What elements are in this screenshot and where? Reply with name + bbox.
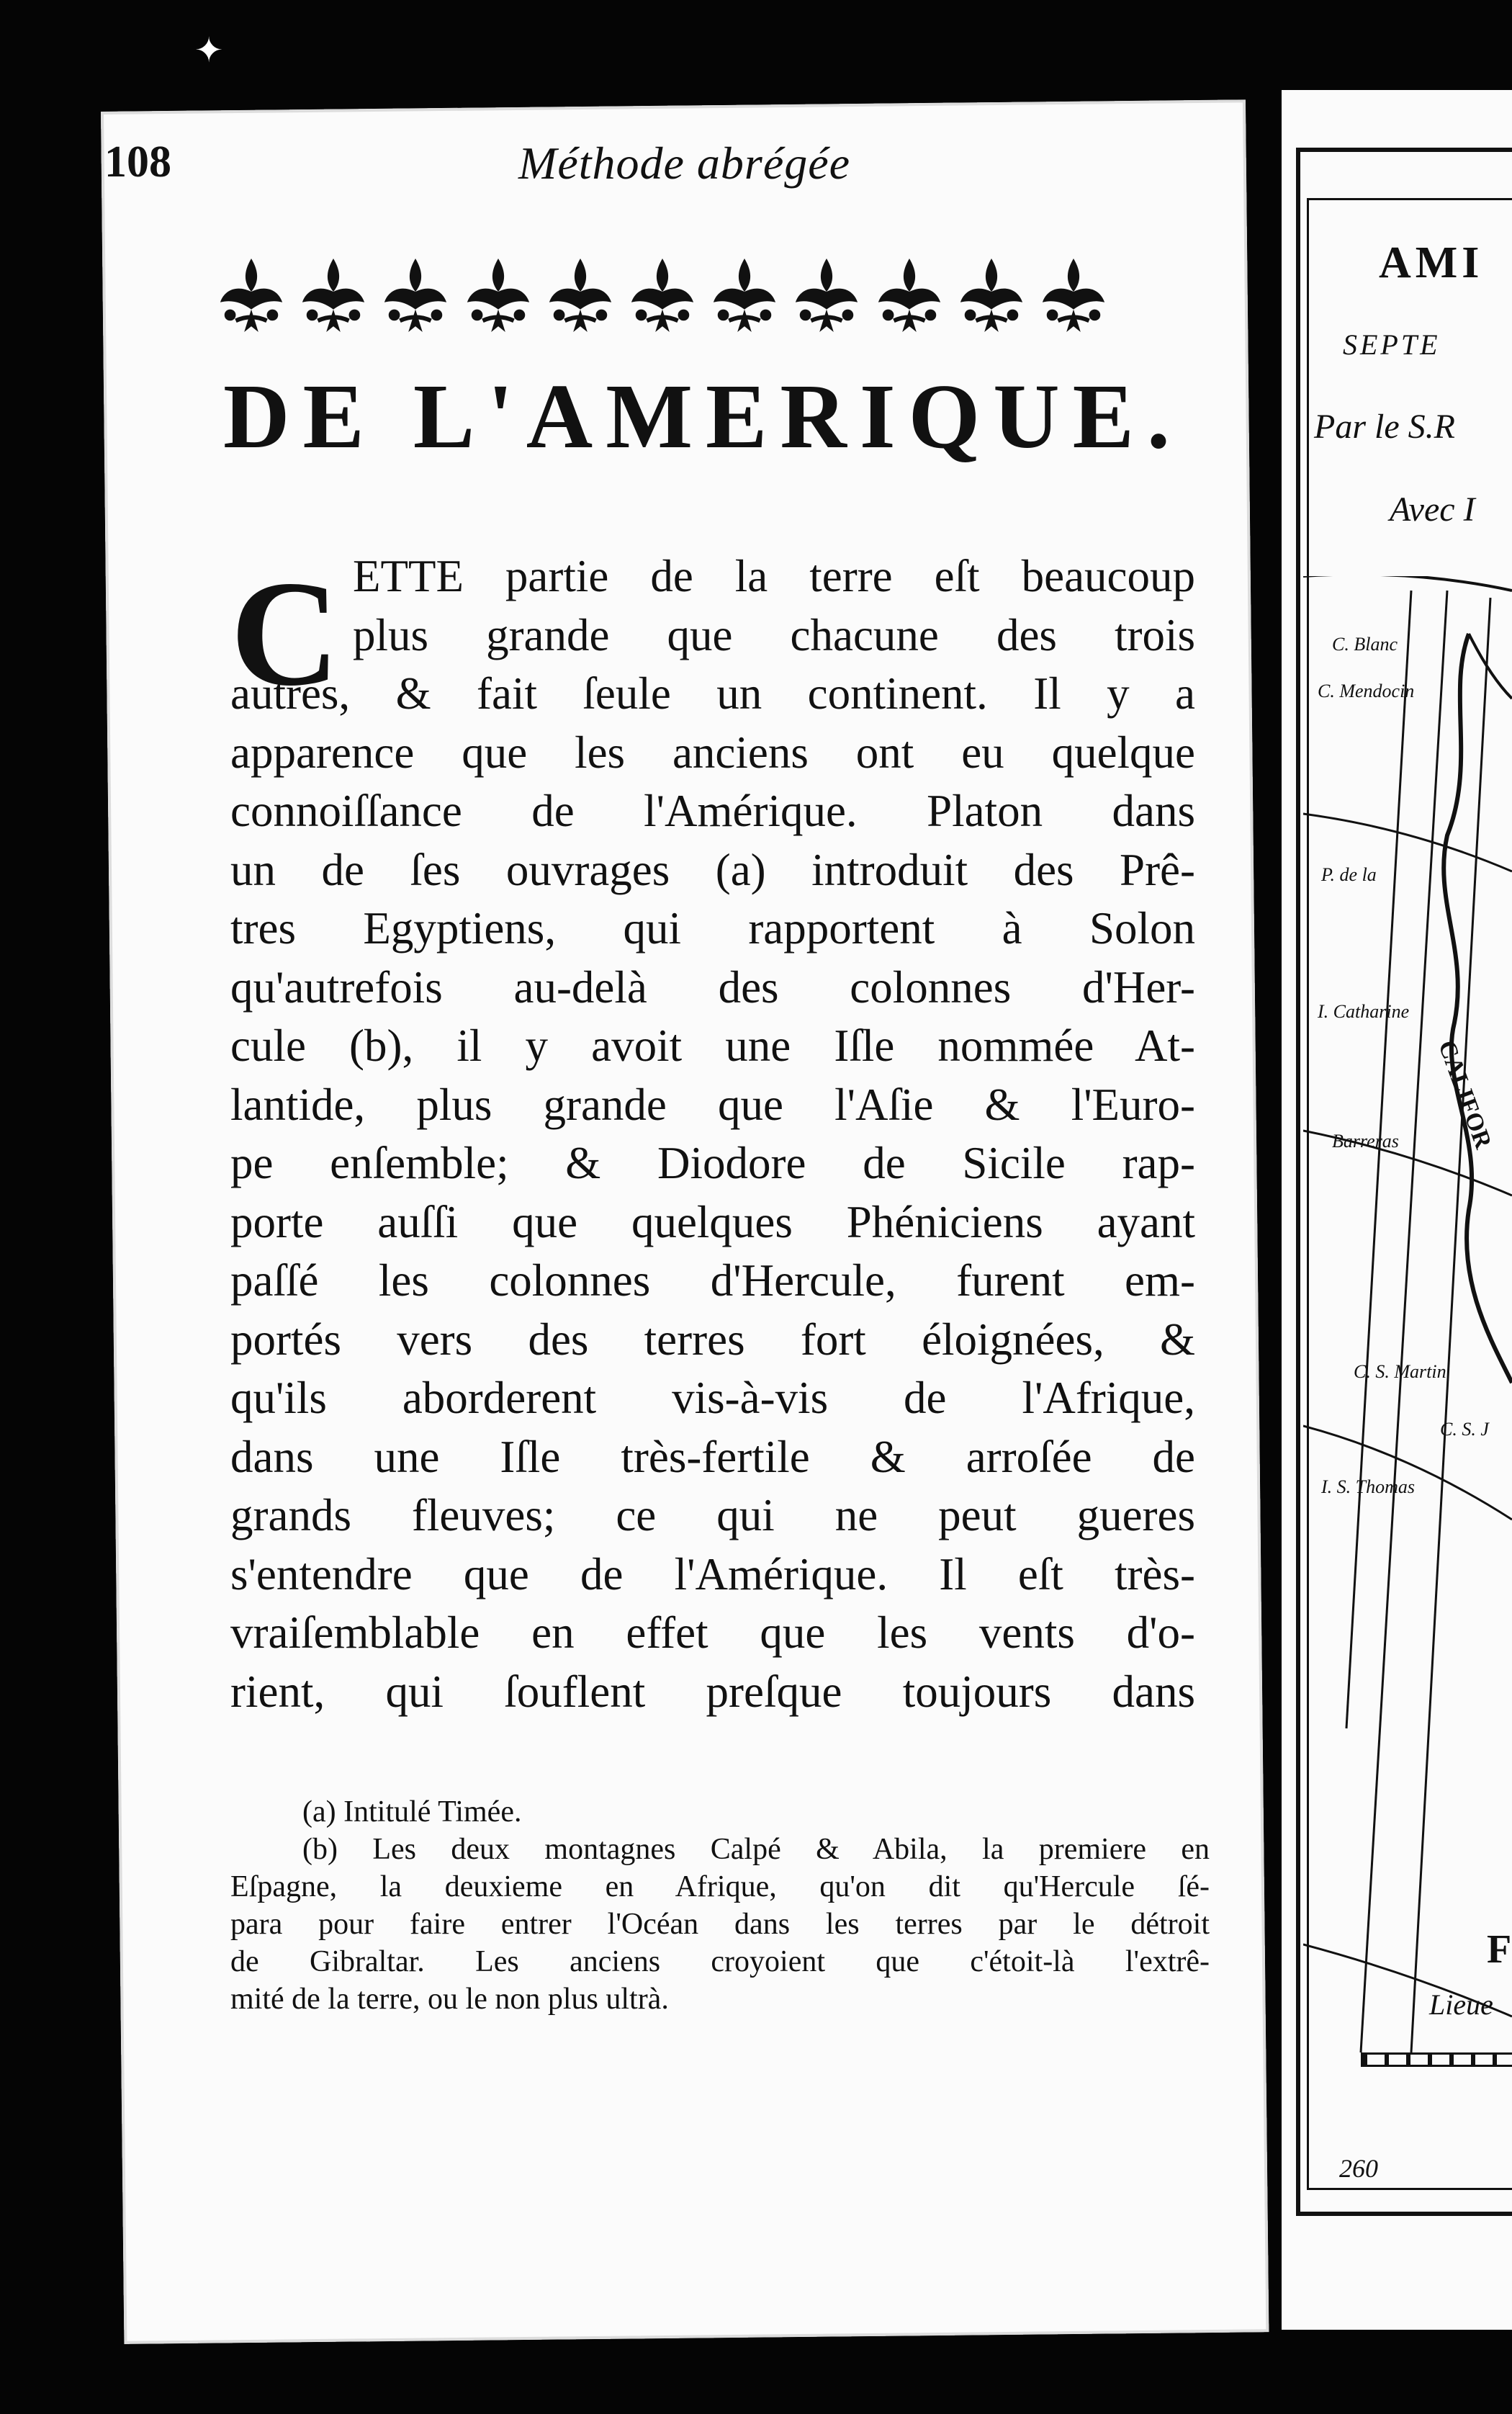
page-number: 108 <box>104 138 171 187</box>
map-scale-label: Lieue <box>1429 1988 1493 2021</box>
fleuron-icon <box>956 252 1027 338</box>
map-label: C. Blanc <box>1332 634 1398 655</box>
fleuron-icon <box>463 252 534 338</box>
fleuron-icon <box>791 252 862 338</box>
body-line: plus grande que chacune des trois <box>353 609 1195 660</box>
body-line: portés vers des terres fort éloignées, & <box>230 1314 1195 1365</box>
body-text <box>230 547 1195 1721</box>
body-line: cule (b), il y avoit une Iſle nommée At- <box>230 1020 1195 1071</box>
body-line: qu'ils aborderent vis-à-vis de l'Afrique, <box>230 1373 1195 1423</box>
running-head: Méthode abrégée <box>518 138 851 189</box>
fleuron-icon <box>545 252 616 338</box>
body-line: apparence que les anciens ont eu quelque <box>230 727 1195 778</box>
map-label: C. Mendocin <box>1318 681 1415 701</box>
footnote-line: mité de la terre, ou le non plus ultrà. <box>230 1983 669 2016</box>
body-line: paſſé les colonnes d'Hercule, furent em- <box>230 1255 1195 1306</box>
footnotes <box>230 1793 1210 2018</box>
body-line: vraiſemblable en effet que les vents d'o- <box>230 1607 1195 1658</box>
map-author: Par le S.R <box>1314 408 1455 446</box>
map-label: C. S. Martin <box>1354 1361 1446 1382</box>
map-corner-number: 260 <box>1339 2154 1378 2183</box>
ornament-band <box>216 252 1109 346</box>
body-line: ETTE partie de la terre eſt beaucoup <box>353 551 1195 601</box>
body-line: dans une Iſle très-fertile & arroſée de <box>230 1431 1195 1482</box>
drop-cap: C <box>230 550 340 717</box>
body-line: pe enſemble; & Diodore de Sicile rap- <box>230 1138 1195 1188</box>
fleuron-icon <box>709 252 780 338</box>
map-graticule <box>1303 576 1512 2052</box>
map-label: Barreras <box>1332 1131 1399 1152</box>
footnote-line: Eſpagne, la deuxieme en Afrique, qu'on dit qu'Hercule ſé- <box>230 1870 1210 1903</box>
body-line: rient, qui ſouflent preſque toujours dans <box>230 1666 1195 1717</box>
body-line: qu'autrefois au-delà des colonnes d'Her- <box>230 961 1195 1013</box>
body-line: s'entendre que de l'Amérique. Il eſt très- <box>230 1548 1195 1599</box>
body-line: connoiſſance de l'Amérique. Platon dans <box>230 786 1195 836</box>
map-avec: Avec I <box>1390 490 1475 529</box>
map-label: C. S. J <box>1440 1419 1489 1440</box>
map-label: P. de la <box>1321 864 1377 885</box>
fleuron-icon <box>874 252 945 338</box>
body-line: lantide, plus grande que l'Aſie & l'Euro- <box>230 1079 1195 1130</box>
body-line: tres Egyptiens, qui rapportent à Solon <box>230 903 1195 954</box>
map-title: AMI <box>1379 238 1484 287</box>
map-scale-bar <box>1361 2052 1512 2067</box>
map-subtitle: SEPTE <box>1343 328 1441 361</box>
body-line: un de ſes ouvrages (a) introduit des Prê- <box>230 844 1195 895</box>
footnote-line: (b) Les deux montagnes Calpé & Abila, la premiere en <box>302 1833 1210 1866</box>
fleuron-icon <box>298 252 369 338</box>
fleuron-icon <box>627 252 698 338</box>
body-line: porte auſſi que quelques Phéniciens ayant <box>230 1196 1195 1247</box>
map-label: I. Catharine <box>1318 1001 1410 1022</box>
footnote-line: de Gibraltar. Les anciens croyoient que c'étoit-là l'extrê- <box>230 1945 1210 1978</box>
fleuron-icon <box>1038 252 1109 338</box>
map-large-letter: F <box>1487 1927 1512 1972</box>
body-line: autres, & fait ſeule un continent. Il y a <box>230 668 1195 719</box>
body-line: grands fleuves; ce qui ne peut gueres <box>230 1490 1195 1540</box>
fleuron-icon <box>216 252 287 338</box>
footnote-line: para pour faire entrer l'Océan dans les terres par le détroit <box>230 1908 1210 1941</box>
map-label: I. S. Thomas <box>1321 1476 1416 1497</box>
map-label: CALIFOR <box>1433 1037 1497 1152</box>
chapter-title: DE L'AMERIQUE. <box>223 365 1183 467</box>
scan-speck: ✦ <box>194 30 224 71</box>
footnote-line: (a) Intitulé Timée. <box>302 1795 522 1829</box>
fleuron-icon <box>380 252 451 338</box>
